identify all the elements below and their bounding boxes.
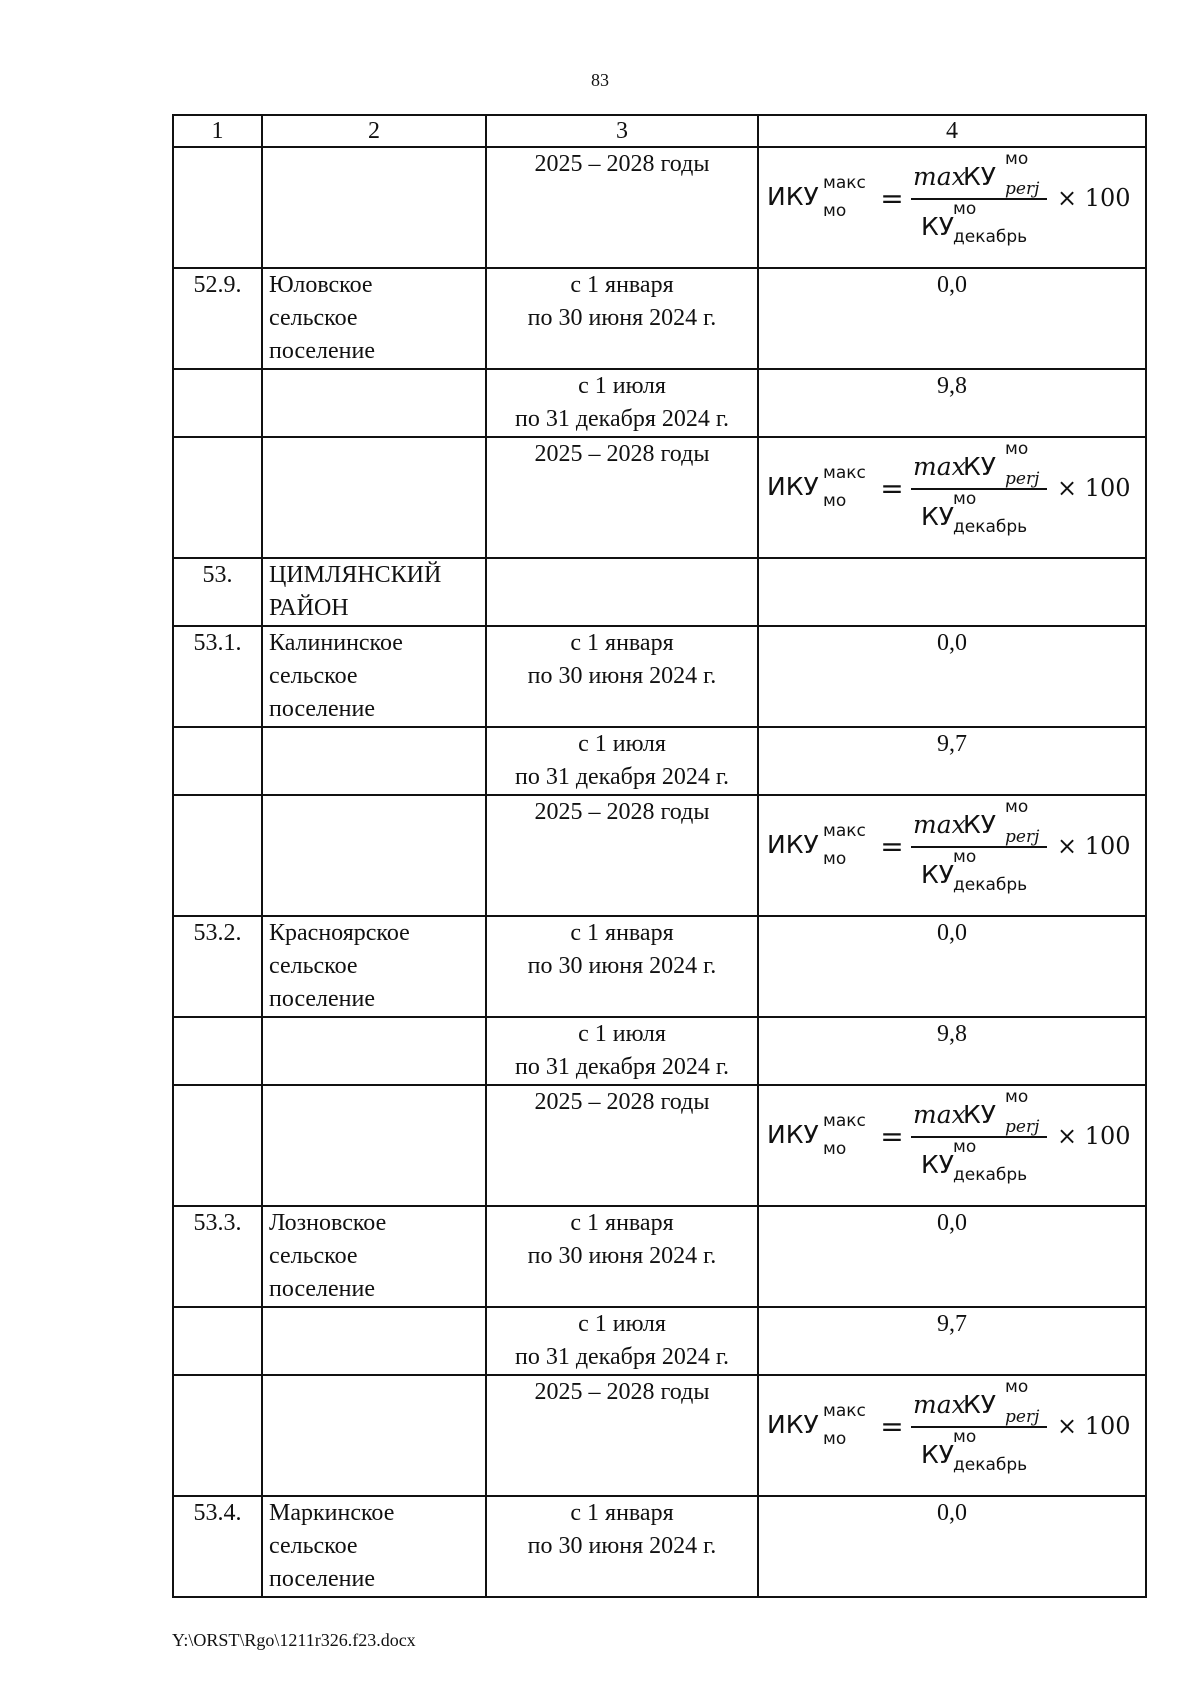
period-line: по 31 декабря 2024 г.: [514, 1344, 730, 1370]
row-number-cell: [173, 437, 262, 558]
value-cell: [758, 1375, 1146, 1496]
period-cell: [486, 626, 758, 727]
settlement-name-cell: [262, 1085, 486, 1206]
formula-lhs: [767, 168, 877, 228]
formula-fraction: [911, 1376, 1051, 1476]
row-number-cell: 53.: [173, 558, 262, 626]
formula-num-ku: КУ: [963, 452, 996, 481]
period-line: 2025 – 2028 годы: [534, 441, 710, 467]
formula-iku: ИКУ: [767, 830, 819, 859]
formula-den-ku: КУ: [921, 502, 954, 531]
formula-den-ku: КУ: [921, 1150, 954, 1179]
period-cell: [486, 727, 758, 795]
period-cell: [486, 437, 758, 558]
formula-iku: ИКУ: [767, 1410, 819, 1439]
table-row: [173, 1085, 1146, 1206]
formula-den-ku: КУ: [921, 860, 954, 889]
column-header-3: 3: [486, 115, 758, 147]
formula-num-ku: КУ: [963, 162, 996, 191]
period-line: с 1 января: [570, 272, 674, 298]
formula-numerator: [913, 797, 1049, 847]
column-header-2: 2: [262, 115, 486, 147]
period-line: по 31 декабря 2024 г.: [514, 764, 730, 790]
period-cell: [486, 1496, 758, 1597]
value-cell: 9,8: [758, 1017, 1146, 1085]
value-cell: 0,0: [758, 916, 1146, 1017]
formula-denominator: [913, 490, 1049, 538]
formula-den-sup: мо: [953, 1137, 977, 1157]
formula-max: max: [913, 162, 966, 191]
formula-max: max: [913, 1390, 966, 1419]
period-line: по 31 декабря 2024 г.: [514, 1054, 730, 1080]
formula-lhs-sup: макс: [823, 463, 866, 483]
formula-lhs-sup: макс: [823, 821, 866, 841]
settlement-name-line: ЦИМЛЯНСКИЙ: [269, 562, 442, 588]
settlement-name-line: сельское: [269, 305, 358, 331]
formula-lhs-sub: мо: [823, 1139, 847, 1159]
formula-max: max: [913, 810, 966, 839]
settlement-name-line: Маркинское: [269, 1500, 395, 1526]
settlement-name-line: Юловское: [269, 272, 373, 298]
period-line: с 1 января: [570, 1210, 674, 1236]
settlement-name-cell: [262, 437, 486, 558]
table-row: [173, 1496, 1146, 1597]
period-line: с 1 января: [570, 630, 674, 656]
formula-num-sup: мо: [1005, 797, 1029, 817]
settlement-name-line: поселение: [269, 338, 376, 364]
settlement-name-line: сельское: [269, 953, 358, 979]
formula-den-sup: мо: [953, 199, 977, 219]
formula-equals: =: [880, 1409, 904, 1443]
row-number-cell: 53.4.: [173, 1496, 262, 1597]
settlement-name-cell: [262, 795, 486, 916]
formula-iku: ИКУ: [767, 472, 819, 501]
period-cell: [486, 795, 758, 916]
formula-numerator: [913, 1087, 1049, 1137]
table-row: [173, 1017, 1146, 1085]
value-cell: 9,7: [758, 727, 1146, 795]
formula-lhs-sub: мо: [823, 201, 847, 221]
table-row: [173, 795, 1146, 916]
settlement-name-line: Красноярское: [269, 920, 410, 946]
column-header-1: 1: [173, 115, 262, 147]
table-row: [173, 1206, 1146, 1307]
formula-numerator: [913, 439, 1049, 489]
period-line: 2025 – 2028 годы: [534, 1379, 710, 1405]
settlement-name-line: Калининское: [269, 630, 403, 656]
formula-fraction: [911, 1086, 1051, 1186]
table-row: [173, 916, 1146, 1017]
formula-num-sub: perj: [1005, 179, 1040, 199]
formula-max: max: [913, 452, 966, 481]
period-line: с 1 января: [570, 1500, 674, 1526]
row-number-cell: [173, 1375, 262, 1496]
period-cell: [486, 916, 758, 1017]
formula-fraction: [911, 438, 1051, 538]
page-number: 83: [591, 70, 609, 90]
formula-lhs-sup: макс: [823, 173, 866, 193]
formula-iku: ИКУ: [767, 182, 819, 211]
value-cell: 9,8: [758, 369, 1146, 437]
value-cell: [758, 558, 1146, 626]
formula-den-sub: декабрь: [953, 875, 1028, 895]
period-cell: [486, 369, 758, 437]
settlement-name-cell: [262, 268, 486, 369]
formula-times-100: × 100: [1057, 1121, 1131, 1150]
period-line: 2025 – 2028 годы: [534, 799, 710, 825]
formula-fraction: [911, 796, 1051, 896]
settlement-name-cell: [262, 626, 486, 727]
formula-equals: =: [880, 829, 904, 863]
column-header-4: 4: [758, 115, 1146, 147]
row-number-cell: 53.2.: [173, 916, 262, 1017]
table-row: [173, 558, 1146, 626]
settlement-name-cell: [262, 1375, 486, 1496]
row-number-cell: [173, 795, 262, 916]
index-formula: [767, 148, 1139, 248]
settlement-name-line: сельское: [269, 663, 358, 689]
formula-equals: =: [880, 181, 904, 215]
period-line: с 1 июля: [578, 373, 666, 399]
settlement-name-line: сельское: [269, 1243, 358, 1269]
row-number-cell: 53.1.: [173, 626, 262, 727]
formula-lhs-sup: макс: [823, 1401, 866, 1421]
period-line: с 1 июля: [578, 1311, 666, 1337]
data-table: [172, 114, 1147, 1598]
formula-lhs-sub: мо: [823, 1429, 847, 1449]
period-line: по 30 июня 2024 г.: [527, 663, 717, 689]
formula-den-sup: мо: [953, 489, 977, 509]
table-row: [173, 727, 1146, 795]
row-number-cell: [173, 1017, 262, 1085]
period-cell: [486, 558, 758, 626]
period-line: 2025 – 2028 годы: [534, 151, 710, 177]
formula-denominator: [913, 1138, 1049, 1186]
value-cell: 0,0: [758, 626, 1146, 727]
formula-den-sub: декабрь: [953, 1455, 1028, 1475]
table-row: [173, 1307, 1146, 1375]
table-row: [173, 268, 1146, 369]
period-line: по 31 декабря 2024 г.: [514, 406, 730, 432]
value-cell: 0,0: [758, 1206, 1146, 1307]
row-number-cell: [173, 727, 262, 795]
settlement-name-cell: [262, 1206, 486, 1307]
period-line: по 30 июня 2024 г.: [527, 1243, 717, 1269]
period-line: по 30 июня 2024 г.: [527, 953, 717, 979]
formula-num-ku: КУ: [963, 1390, 996, 1419]
settlement-name-line: сельское: [269, 1533, 358, 1559]
table-row: [173, 437, 1146, 558]
formula-lhs: [767, 1106, 877, 1166]
formula-lhs-sub: мо: [823, 491, 847, 511]
formula-num-sup: мо: [1005, 1377, 1029, 1397]
period-cell: [486, 147, 758, 268]
formula-lhs: [767, 816, 877, 876]
settlement-name-cell: [262, 1496, 486, 1597]
formula-den-sub: декабрь: [953, 227, 1028, 247]
formula-numerator: [913, 1377, 1049, 1427]
row-number-cell: [173, 147, 262, 268]
settlement-name-line: поселение: [269, 696, 376, 722]
index-formula: [767, 1086, 1139, 1186]
formula-num-sup: мо: [1005, 439, 1029, 459]
period-line: с 1 января: [570, 920, 674, 946]
formula-numerator: [913, 149, 1049, 199]
formula-times-100: × 100: [1057, 183, 1131, 212]
value-cell: [758, 1085, 1146, 1206]
settlement-name-cell: [262, 369, 486, 437]
index-formula: [767, 796, 1139, 896]
period-line: по 30 июня 2024 г.: [527, 1533, 717, 1559]
formula-equals: =: [880, 1119, 904, 1153]
period-cell: [486, 1375, 758, 1496]
formula-lhs: [767, 1396, 877, 1456]
table-row: [173, 626, 1146, 727]
settlement-name-cell: [262, 558, 486, 626]
formula-num-sub: perj: [1005, 1117, 1040, 1137]
settlement-name-cell: [262, 1017, 486, 1085]
formula-num-ku: КУ: [963, 810, 996, 839]
value-cell: 0,0: [758, 268, 1146, 369]
period-cell: [486, 1206, 758, 1307]
formula-den-sub: декабрь: [953, 517, 1028, 537]
settlement-name-line: поселение: [269, 1276, 376, 1302]
formula-denominator: [913, 1428, 1049, 1476]
period-cell: [486, 1085, 758, 1206]
formula-max: max: [913, 1100, 966, 1129]
period-cell: [486, 1307, 758, 1375]
row-number-cell: 53.3.: [173, 1206, 262, 1307]
formula-equals: =: [880, 471, 904, 505]
formula-den-sup: мо: [953, 1427, 977, 1447]
row-number-cell: [173, 369, 262, 437]
settlement-name-cell: [262, 147, 486, 268]
table-header-row: [173, 115, 1146, 147]
formula-times-100: × 100: [1057, 1411, 1131, 1440]
formula-denominator: [913, 848, 1049, 896]
period-cell: [486, 1017, 758, 1085]
formula-lhs-sub: мо: [823, 849, 847, 869]
formula-den-sub: декабрь: [953, 1165, 1028, 1185]
formula-den-ku: КУ: [921, 212, 954, 241]
table-row: [173, 147, 1146, 268]
settlement-name-line: поселение: [269, 1566, 376, 1592]
row-number-cell: 52.9.: [173, 268, 262, 369]
settlement-name-cell: [262, 1307, 486, 1375]
formula-num-ku: КУ: [963, 1100, 996, 1129]
settlement-name-line: Лозновское: [269, 1210, 387, 1236]
formula-num-sup: мо: [1005, 149, 1029, 169]
formula-times-100: × 100: [1057, 473, 1131, 502]
formula-fraction: [911, 148, 1051, 248]
table-row: [173, 1375, 1146, 1496]
formula-lhs-sup: макс: [823, 1111, 866, 1131]
formula-num-sup: мо: [1005, 1087, 1029, 1107]
period-line: с 1 июля: [578, 731, 666, 757]
index-formula: [767, 438, 1139, 538]
period-line: по 30 июня 2024 г.: [527, 305, 717, 331]
settlement-name-line: поселение: [269, 986, 376, 1012]
formula-num-sub: perj: [1005, 1407, 1040, 1427]
settlement-name-cell: [262, 916, 486, 1017]
formula-times-100: × 100: [1057, 831, 1131, 860]
value-cell: [758, 437, 1146, 558]
footer-file-path: Y:\ORST\Rgo\1211r326.f23.docx: [172, 1630, 416, 1650]
formula-denominator: [913, 200, 1049, 248]
settlement-name-cell: [262, 727, 486, 795]
value-cell: 9,7: [758, 1307, 1146, 1375]
period-cell: [486, 268, 758, 369]
formula-num-sub: perj: [1005, 469, 1040, 489]
settlement-name-line: РАЙОН: [269, 595, 349, 621]
index-formula: [767, 1376, 1139, 1476]
value-cell: [758, 795, 1146, 916]
table-row: [173, 369, 1146, 437]
row-number-cell: [173, 1307, 262, 1375]
formula-num-sub: perj: [1005, 827, 1040, 847]
formula-den-ku: КУ: [921, 1440, 954, 1469]
period-line: с 1 июля: [578, 1021, 666, 1047]
period-line: 2025 – 2028 годы: [534, 1089, 710, 1115]
row-number-cell: [173, 1085, 262, 1206]
formula-lhs: [767, 458, 877, 518]
value-cell: 0,0: [758, 1496, 1146, 1597]
formula-den-sup: мо: [953, 847, 977, 867]
value-cell: [758, 147, 1146, 268]
formula-iku: ИКУ: [767, 1120, 819, 1149]
